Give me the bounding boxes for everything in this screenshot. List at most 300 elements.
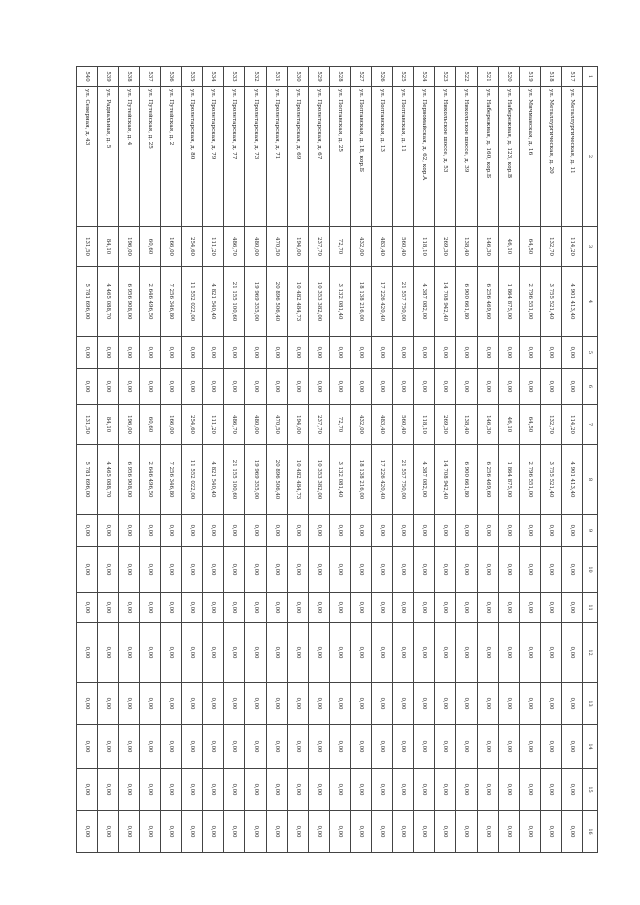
value-cell: 2 646 496,50 [140, 267, 161, 337]
value-cell: 0,00 [393, 725, 414, 769]
value-cell: 0,00 [477, 811, 498, 853]
value-cell: 4 387 082,00 [414, 445, 435, 515]
value-cell: 0,00 [308, 683, 329, 725]
value-cell: 0,00 [519, 683, 540, 725]
rotated-table-area [83, 66, 598, 852]
table-row [477, 67, 498, 853]
value-cell: 18 138 216,00 [350, 267, 371, 337]
value-cell: 0,00 [140, 547, 161, 593]
value-cell: 0,00 [456, 623, 477, 683]
value-cell: 0,00 [161, 811, 182, 853]
value-cell: 0,00 [245, 515, 266, 547]
column-header: 3 [583, 227, 598, 267]
value-cell: 0,00 [498, 725, 519, 769]
value-cell: 0,00 [540, 683, 561, 725]
table-row [245, 67, 266, 853]
address-cell: ул. Пролетарская, д. 77 [224, 87, 245, 227]
value-cell: 0,00 [308, 593, 329, 623]
column-header: 7 [583, 405, 598, 445]
table-row [393, 67, 414, 853]
value-cell: 0,00 [203, 683, 224, 725]
value-cell: 0,00 [76, 623, 97, 683]
value-cell: 84,10 [97, 227, 118, 267]
address-cell: ул. Полтавская, д. 11 [393, 87, 414, 227]
value-cell: 0,00 [245, 811, 266, 853]
value-cell: 0,00 [372, 337, 393, 369]
value-cell: 0,00 [224, 547, 245, 593]
column-header: 14 [583, 725, 598, 769]
value-cell: 0,00 [393, 683, 414, 725]
value-cell: 0,00 [287, 593, 308, 623]
value-cell: 0,00 [140, 811, 161, 853]
value-cell: 0,00 [435, 683, 456, 725]
value-cell: 0,00 [287, 515, 308, 547]
value-cell: 0,00 [519, 547, 540, 593]
value-cell: 0,00 [118, 725, 139, 769]
value-cell: 0,00 [456, 593, 477, 623]
value-cell: 64,50 [519, 405, 540, 445]
value-cell: 0,00 [372, 369, 393, 405]
value-cell: 166,00 [161, 227, 182, 267]
value-cell: 0,00 [519, 811, 540, 853]
value-cell: 0,00 [97, 337, 118, 369]
value-cell: 131,50 [76, 227, 97, 267]
value-cell: 3 755 521,40 [540, 267, 561, 337]
value-cell: 11 552 022,00 [182, 267, 203, 337]
value-cell: 0,00 [540, 593, 561, 623]
value-cell: 118,10 [414, 227, 435, 267]
value-cell: 131,50 [76, 405, 97, 445]
value-cell: 0,00 [76, 593, 97, 623]
value-cell: 0,00 [287, 811, 308, 853]
value-cell: 0,00 [287, 369, 308, 405]
value-cell: 0,00 [456, 337, 477, 369]
value-cell: 0,00 [97, 769, 118, 811]
value-cell: 21 557 750,00 [393, 445, 414, 515]
value-cell: 146,30 [477, 405, 498, 445]
value-cell: 0,00 [350, 769, 371, 811]
value-cell: 0,00 [97, 547, 118, 593]
value-cell: 0,00 [414, 547, 435, 593]
value-cell: 0,00 [140, 515, 161, 547]
value-cell: 0,00 [435, 725, 456, 769]
value-cell: 0,00 [393, 515, 414, 547]
address-cell: ул. Пролетарская, д. 73 [245, 87, 266, 227]
table-row [519, 67, 540, 853]
value-cell: 0,00 [456, 683, 477, 725]
value-cell: 0,00 [140, 683, 161, 725]
value-cell: 2 796 551,00 [519, 267, 540, 337]
value-cell: 111,20 [203, 405, 224, 445]
value-cell: 0,00 [161, 515, 182, 547]
value-cell: 21 557 750,00 [393, 267, 414, 337]
value-cell: 1 864 875,00 [498, 445, 519, 515]
value-cell: 64,50 [519, 227, 540, 267]
value-cell: 0,00 [561, 337, 582, 369]
value-cell: 0,00 [414, 593, 435, 623]
value-cell: 0,00 [203, 515, 224, 547]
address-cell: ул. Полтавская, д. 25 [329, 87, 350, 227]
value-cell: 0,00 [498, 547, 519, 593]
value-cell: 6 900 661,80 [456, 445, 477, 515]
row-number: 536 [161, 67, 182, 87]
row-number: 530 [287, 67, 308, 87]
value-cell: 0,00 [245, 547, 266, 593]
value-cell: 0,00 [266, 593, 287, 623]
table-row [435, 67, 456, 853]
value-cell: 0,00 [540, 725, 561, 769]
value-cell: 254,60 [182, 405, 203, 445]
value-cell: 0,00 [414, 811, 435, 853]
row-number: 531 [266, 67, 287, 87]
value-cell: 10 482 484,73 [287, 445, 308, 515]
value-cell: 0,00 [97, 369, 118, 405]
value-cell: 0,00 [350, 725, 371, 769]
value-cell: 0,00 [97, 725, 118, 769]
value-cell: 0,00 [224, 515, 245, 547]
value-cell: 0,00 [203, 623, 224, 683]
value-cell: 4 901 413,40 [561, 445, 582, 515]
address-cell: ул. Мичманская, д. 16 [519, 87, 540, 227]
value-cell: 0,00 [245, 623, 266, 683]
value-cell: 0,00 [224, 811, 245, 853]
value-cell: 138,40 [456, 227, 477, 267]
value-cell: 20 896 506,40 [266, 267, 287, 337]
value-cell: 0,00 [329, 337, 350, 369]
value-cell: 237,70 [308, 405, 329, 445]
value-cell: 0,00 [372, 683, 393, 725]
value-cell: 17 226 420,40 [372, 267, 393, 337]
value-cell: 0,00 [519, 337, 540, 369]
table-row [414, 67, 435, 853]
value-cell: 0,00 [182, 683, 203, 725]
value-cell: 432,00 [350, 405, 371, 445]
value-cell: 0,00 [561, 769, 582, 811]
value-cell: 0,00 [435, 369, 456, 405]
value-cell: 0,00 [203, 811, 224, 853]
value-cell: 0,00 [308, 623, 329, 683]
table-row [97, 67, 118, 853]
value-cell: 0,00 [182, 369, 203, 405]
value-cell: 10 482 484,73 [287, 267, 308, 337]
row-number: 525 [393, 67, 414, 87]
value-cell: 72,70 [329, 405, 350, 445]
value-cell: 0,00 [76, 769, 97, 811]
address-cell: ул. Полтавская, д. 13 [372, 87, 393, 227]
value-cell: 0,00 [76, 337, 97, 369]
value-cell: 0,00 [350, 515, 371, 547]
value-cell: 111,20 [203, 227, 224, 267]
value-cell: 0,00 [287, 547, 308, 593]
value-cell: 0,00 [266, 811, 287, 853]
table-row [140, 67, 161, 853]
value-cell: 14 708 942,40 [435, 445, 456, 515]
value-cell: 0,00 [224, 683, 245, 725]
value-cell: 0,00 [456, 725, 477, 769]
value-cell: 0,00 [182, 769, 203, 811]
table-row [308, 67, 329, 853]
value-cell: 166,00 [161, 405, 182, 445]
table-row [350, 67, 371, 853]
value-cell: 0,00 [97, 515, 118, 547]
value-cell: 0,00 [245, 369, 266, 405]
value-cell: 0,00 [456, 769, 477, 811]
value-cell: 14 708 942,40 [435, 267, 456, 337]
column-header: 1 [583, 67, 598, 87]
value-cell: 0,00 [477, 369, 498, 405]
value-cell: 0,00 [140, 769, 161, 811]
value-cell: 0,00 [350, 683, 371, 725]
value-cell: 0,00 [118, 337, 139, 369]
value-cell: 0,00 [414, 683, 435, 725]
value-cell: 0,00 [519, 623, 540, 683]
table-row [287, 67, 308, 853]
table-row [372, 67, 393, 853]
column-header: 12 [583, 623, 598, 683]
value-cell: 0,00 [477, 769, 498, 811]
value-cell: 0,00 [182, 811, 203, 853]
value-cell: 4 821 540,40 [203, 445, 224, 515]
value-cell: 0,00 [224, 369, 245, 405]
value-cell: 0,00 [498, 811, 519, 853]
value-cell: 470,50 [266, 405, 287, 445]
value-cell: 0,00 [308, 515, 329, 547]
address-cell: ул. Никольское шоссе, д. 39 [456, 87, 477, 227]
value-cell: 0,00 [350, 623, 371, 683]
address-cell: ул. Путейская, д. 4 [118, 87, 139, 227]
value-cell: 0,00 [224, 593, 245, 623]
value-cell: 0,00 [308, 547, 329, 593]
value-cell: 0,00 [498, 769, 519, 811]
value-cell: 11 552 022,00 [182, 445, 203, 515]
value-cell: 0,00 [540, 623, 561, 683]
value-cell: 0,00 [118, 811, 139, 853]
value-cell: 0,00 [498, 593, 519, 623]
value-cell: 194,00 [287, 227, 308, 267]
value-cell: 560,40 [393, 405, 414, 445]
value-cell: 132,70 [540, 227, 561, 267]
value-cell: 3 755 521,40 [540, 445, 561, 515]
value-cell: 0,00 [266, 515, 287, 547]
value-cell: 0,00 [372, 547, 393, 593]
value-cell: 4 821 540,40 [203, 267, 224, 337]
row-number: 526 [372, 67, 393, 87]
column-header: 4 [583, 267, 598, 337]
value-cell: 0,00 [393, 369, 414, 405]
row-number: 538 [118, 67, 139, 87]
value-cell: 0,00 [97, 683, 118, 725]
value-cell: 114,20 [561, 227, 582, 267]
value-cell: 0,00 [266, 725, 287, 769]
value-cell: 46,10 [498, 405, 519, 445]
value-cell: 0,00 [182, 593, 203, 623]
row-number: 524 [414, 67, 435, 87]
value-cell: 470,50 [266, 227, 287, 267]
value-cell: 18 138 216,00 [350, 445, 371, 515]
value-cell: 0,00 [118, 593, 139, 623]
value-cell: 0,00 [329, 369, 350, 405]
value-cell: 0,00 [393, 769, 414, 811]
row-number: 521 [477, 67, 498, 87]
table-row [456, 67, 477, 853]
value-cell: 0,00 [76, 515, 97, 547]
value-cell: 269,30 [435, 227, 456, 267]
value-cell: 0,00 [456, 547, 477, 593]
value-cell: 0,00 [118, 515, 139, 547]
value-cell: 0,00 [540, 337, 561, 369]
table-row [498, 67, 519, 853]
row-number: 529 [308, 67, 329, 87]
value-cell: 0,00 [561, 515, 582, 547]
value-cell: 0,00 [245, 337, 266, 369]
address-cell: ул. Путейская, д. 25 [140, 87, 161, 227]
row-number: 532 [245, 67, 266, 87]
row-number: 517 [561, 67, 582, 87]
value-cell: 20 896 506,40 [266, 445, 287, 515]
value-cell: 0,00 [118, 769, 139, 811]
table-row [203, 67, 224, 853]
value-cell: 6 256 469,60 [477, 445, 498, 515]
value-cell: 0,00 [393, 623, 414, 683]
address-cell: ул. Набережная, д. 123, кор.В [498, 87, 519, 227]
value-cell: 46,10 [498, 227, 519, 267]
value-cell: 0,00 [477, 623, 498, 683]
value-cell: 0,00 [118, 369, 139, 405]
value-cell: 0,00 [266, 337, 287, 369]
value-cell: 0,00 [372, 623, 393, 683]
value-cell: 0,00 [161, 623, 182, 683]
column-header: 6 [583, 369, 598, 405]
value-cell: 19 969 355,00 [245, 445, 266, 515]
value-cell: 4 387 082,00 [414, 267, 435, 337]
value-cell: 0,00 [203, 769, 224, 811]
value-cell: 0,00 [456, 515, 477, 547]
value-cell: 0,00 [203, 725, 224, 769]
row-number: 533 [224, 67, 245, 87]
address-cell: ул. Пролетарская, д. 79 [203, 87, 224, 227]
housing-repair-table [76, 66, 598, 853]
value-cell: 0,00 [414, 337, 435, 369]
value-cell: 0,00 [161, 683, 182, 725]
table-row [161, 67, 182, 853]
value-cell: 60,60 [140, 405, 161, 445]
value-cell: 0,00 [393, 337, 414, 369]
value-cell: 2 646 496,50 [140, 445, 161, 515]
value-cell: 0,00 [477, 547, 498, 593]
value-cell: 0,00 [498, 515, 519, 547]
table-row [76, 67, 97, 853]
value-cell: 0,00 [540, 515, 561, 547]
value-cell: 0,00 [329, 811, 350, 853]
value-cell: 0,00 [140, 725, 161, 769]
value-cell: 118,10 [414, 405, 435, 445]
value-cell: 7 256 346,80 [161, 267, 182, 337]
value-cell: 0,00 [76, 547, 97, 593]
value-cell: 0,00 [561, 725, 582, 769]
value-cell: 0,00 [519, 515, 540, 547]
value-cell: 6 956 908,00 [118, 445, 139, 515]
value-cell: 0,00 [266, 547, 287, 593]
address-cell: ул. Пролетарская, д. 80 [182, 87, 203, 227]
value-cell: 84,10 [97, 405, 118, 445]
value-cell: 0,00 [203, 369, 224, 405]
value-cell: 0,00 [540, 811, 561, 853]
value-cell: 0,00 [224, 337, 245, 369]
value-cell: 0,00 [372, 725, 393, 769]
value-cell: 0,00 [519, 593, 540, 623]
value-cell: 60,60 [140, 227, 161, 267]
value-cell: 0,00 [203, 593, 224, 623]
row-number: 527 [350, 67, 371, 87]
value-cell: 0,00 [140, 369, 161, 405]
value-cell: 0,00 [97, 593, 118, 623]
value-cell: 2 796 551,00 [519, 445, 540, 515]
value-cell: 480,00 [245, 227, 266, 267]
value-cell: 0,00 [266, 623, 287, 683]
address-cell: ул. Радиальная, д. 5 [97, 87, 118, 227]
value-cell: 0,00 [498, 683, 519, 725]
column-header: 10 [583, 547, 598, 593]
value-cell: 21 155 100,60 [224, 267, 245, 337]
value-cell: 0,00 [393, 593, 414, 623]
value-cell: 0,00 [477, 725, 498, 769]
value-cell: 0,00 [308, 725, 329, 769]
value-cell: 0,00 [182, 623, 203, 683]
value-cell: 0,00 [329, 769, 350, 811]
value-cell: 1 864 875,00 [498, 267, 519, 337]
value-cell: 0,00 [308, 769, 329, 811]
value-cell: 7 256 346,80 [161, 445, 182, 515]
value-cell: 0,00 [435, 623, 456, 683]
address-cell: ул. Никольское шоссе, д. 53 [435, 87, 456, 227]
value-cell: 0,00 [435, 547, 456, 593]
value-cell: 0,00 [561, 683, 582, 725]
value-cell: 0,00 [456, 369, 477, 405]
column-header: 13 [583, 683, 598, 725]
value-cell: 6 956 908,00 [118, 267, 139, 337]
value-cell: 0,00 [519, 725, 540, 769]
value-cell: 10 353 382,00 [308, 445, 329, 515]
value-cell: 3 132 081,40 [329, 445, 350, 515]
value-cell: 0,00 [435, 593, 456, 623]
value-cell: 0,00 [414, 369, 435, 405]
value-cell: 194,00 [287, 405, 308, 445]
row-number: 520 [498, 67, 519, 87]
value-cell: 5 781 696,00 [76, 445, 97, 515]
value-cell: 0,00 [414, 623, 435, 683]
column-header: 11 [583, 593, 598, 623]
value-cell: 0,00 [97, 811, 118, 853]
value-cell: 0,00 [350, 369, 371, 405]
value-cell: 0,00 [161, 547, 182, 593]
table-row [540, 67, 561, 853]
value-cell: 0,00 [76, 725, 97, 769]
value-cell: 0,00 [477, 593, 498, 623]
value-cell: 138,40 [456, 405, 477, 445]
value-cell: 0,00 [519, 769, 540, 811]
value-cell: 0,00 [287, 623, 308, 683]
table-row [266, 67, 287, 853]
value-cell: 0,00 [329, 683, 350, 725]
value-cell: 0,00 [161, 725, 182, 769]
value-cell: 0,00 [203, 547, 224, 593]
row-number: 528 [329, 67, 350, 87]
value-cell: 5 781 696,00 [76, 267, 97, 337]
value-cell: 0,00 [308, 369, 329, 405]
value-cell: 0,00 [161, 369, 182, 405]
value-cell: 6 900 661,80 [456, 267, 477, 337]
value-cell: 196,00 [118, 227, 139, 267]
